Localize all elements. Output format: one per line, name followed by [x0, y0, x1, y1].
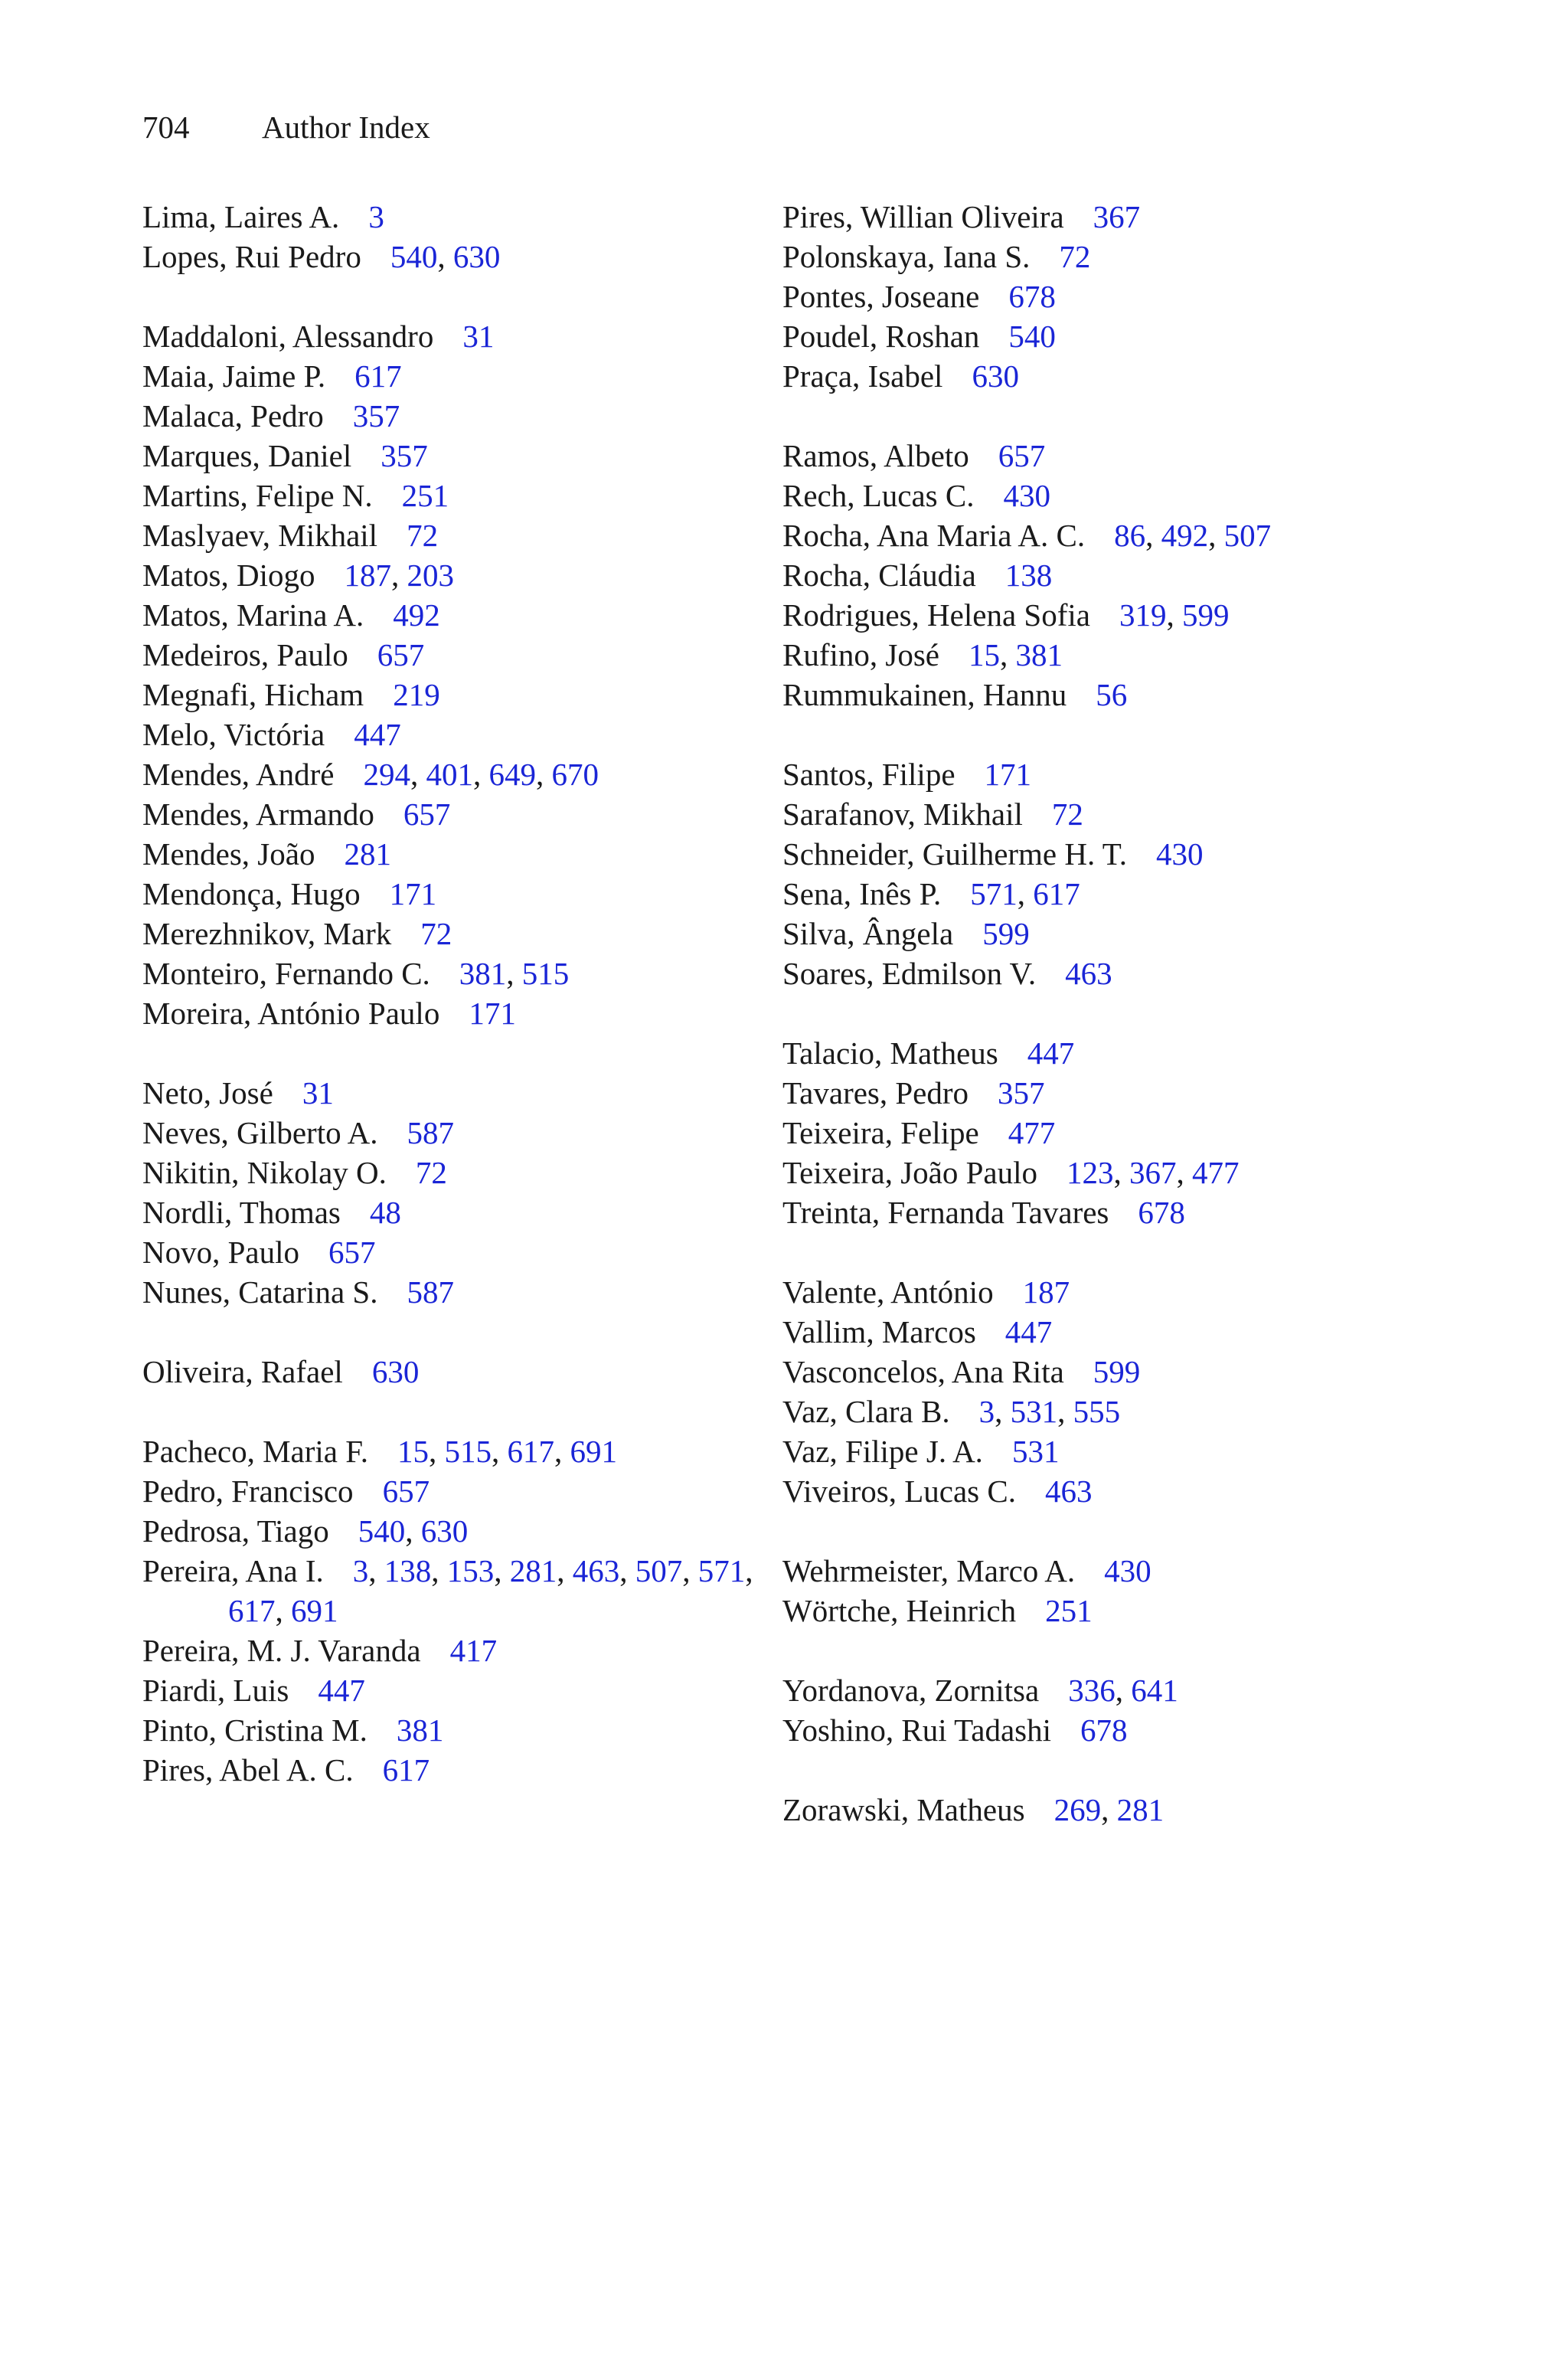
index-entry	[782, 1352, 1395, 1392]
page-reference-link[interactable]: 477	[1008, 1115, 1056, 1150]
author-name: Schneider, Guilherme H. T.	[782, 836, 1127, 872]
page-reference-link[interactable]: 48	[369, 1195, 401, 1230]
page-reference-link[interactable]: 463	[1044, 1474, 1093, 1509]
page-reference-link[interactable]: 447	[318, 1673, 365, 1708]
page-reference-link[interactable]: 691	[570, 1434, 618, 1469]
page-reference-link[interactable]: 171	[984, 757, 1032, 792]
author-name: Valente, António	[782, 1274, 994, 1310]
author-name: Polonskaya, Iana S.	[782, 239, 1031, 274]
page-reference-link[interactable]: 691	[291, 1593, 338, 1628]
author-name: Rodrigues, Helena Sofia	[782, 597, 1090, 633]
index-entry	[142, 396, 755, 436]
author-name: Oliveira, Rafael	[142, 1354, 343, 1389]
index-entry: Pereira, Ana I. 3, 138, 153, 281, 463, 507, 571, 617, 691	[142, 1553, 753, 1628]
index-column-left	[142, 197, 755, 1830]
index-entry	[782, 555, 1395, 595]
author-name: Matos, Marina A.	[142, 597, 364, 633]
page-reference-link[interactable]: 657	[382, 1474, 430, 1509]
index-entry	[142, 1272, 755, 1312]
author-name: Rocha, Cláudia	[782, 558, 976, 593]
author-name: Vasconcelos, Ana Rita	[782, 1354, 1064, 1389]
page-reference-link[interactable]: 678	[1008, 279, 1056, 314]
page-reference-link[interactable]: 507	[1223, 518, 1272, 553]
index-entry	[142, 356, 755, 396]
author-name: Wehrmeister, Marco A.	[782, 1553, 1076, 1588]
author-name: Lima, Laires A.	[142, 199, 340, 234]
index-entry	[782, 1312, 1395, 1352]
page-reference-link[interactable]: 171	[469, 996, 516, 1031]
index-entry: Rocha, Ana Maria A. C. 86, 492, 507	[782, 518, 1272, 553]
index-entry	[142, 515, 755, 555]
section-title: Author Index	[262, 110, 430, 145]
page-reference-link[interactable]: 515	[521, 956, 570, 991]
index-letter-group	[142, 1352, 755, 1392]
page-reference-link[interactable]: 670	[551, 757, 599, 792]
index-entry: Monteiro, Fernando C. 381, 515	[142, 956, 570, 991]
page-reference-link[interactable]: 571	[697, 1553, 746, 1588]
page-reference-link[interactable]: 630	[972, 358, 1019, 394]
index-entry	[142, 874, 755, 914]
author-name: Ramos, Albeto	[782, 438, 969, 473]
author-name: Soares, Edmilson V.	[782, 956, 1037, 991]
author-name: Nordli, Thomas	[142, 1195, 341, 1230]
page-reference-link[interactable]: 657	[328, 1235, 376, 1270]
index-entry	[142, 834, 755, 874]
page-reference-link[interactable]: 531	[1011, 1434, 1060, 1469]
page-reference-link[interactable]: 657	[998, 438, 1046, 473]
index-entry	[142, 1153, 755, 1192]
author-name: Yordanova, Zornitsa	[782, 1673, 1040, 1708]
index-entry	[782, 356, 1395, 396]
index-letter-group	[782, 1790, 1395, 1830]
author-name: Yoshino, Rui Tadashi	[782, 1712, 1052, 1748]
page-reference-link[interactable]: 203	[407, 558, 454, 593]
author-name: Pereira, M. J. Varanda	[142, 1633, 421, 1668]
page-reference-link[interactable]: 381	[396, 1712, 444, 1748]
page-reference-link[interactable]: 171	[389, 876, 437, 911]
author-name: Neves, Gilberto A.	[142, 1115, 378, 1150]
author-name: Praça, Isabel	[782, 358, 943, 394]
page-reference-link[interactable]: 587	[407, 1274, 454, 1310]
page-reference-link[interactable]: 15	[397, 1434, 430, 1469]
index-entry	[142, 436, 755, 476]
page-reference-link[interactable]: 31	[462, 319, 495, 354]
page-reference-link[interactable]: 617	[354, 358, 402, 394]
page-reference-link[interactable]: 294	[363, 757, 411, 792]
page-reference-link[interactable]: 417	[449, 1633, 498, 1668]
page-reference-link[interactable]: 72	[415, 1155, 447, 1190]
page-number: 704	[142, 110, 190, 145]
page-reference-link[interactable]: 657	[377, 637, 425, 672]
author-name: Maddaloni, Alessandro	[142, 319, 434, 354]
author-name: Mendonça, Hugo	[142, 876, 361, 911]
author-name: Teixeira, João Paulo	[782, 1155, 1038, 1190]
author-name: Malaca, Pedro	[142, 398, 324, 433]
author-name: Matos, Diogo	[142, 558, 315, 593]
index-letter-group	[142, 1431, 755, 1790]
page-reference-link[interactable]: 430	[1003, 478, 1050, 513]
index-entry: Zorawski, Matheus 269, 281	[782, 1792, 1165, 1827]
author-name: Pedrosa, Tiago	[142, 1513, 329, 1549]
author-name: Sena, Inês P.	[782, 876, 942, 911]
index-entry	[142, 914, 755, 953]
author-name: Martins, Felipe N.	[142, 478, 373, 513]
page-reference-link[interactable]: 599	[982, 916, 1030, 951]
page-reference-link[interactable]: 251	[401, 478, 449, 513]
page-reference-link[interactable]: 540	[390, 239, 438, 274]
page-reference-link[interactable]: 381	[1015, 637, 1063, 672]
index-entry	[142, 476, 755, 515]
author-name: Mendes, João	[142, 836, 315, 872]
index-entry	[142, 1113, 755, 1153]
author-name: Nikitin, Nikolay O.	[142, 1155, 387, 1190]
index-entry: Pedrosa, Tiago 540, 630	[142, 1513, 469, 1549]
index-entry: Yordanova, Zornitsa 336, 641	[782, 1673, 1178, 1708]
page-reference-link[interactable]: 617	[507, 1434, 555, 1469]
author-name: Zorawski, Matheus	[782, 1792, 1025, 1827]
page-reference-link[interactable]: 599	[1093, 1354, 1141, 1389]
page-reference-link[interactable]: 678	[1080, 1712, 1128, 1748]
page-reference-link[interactable]: 72	[1051, 796, 1083, 832]
index-entry	[142, 1471, 755, 1511]
author-name: Monteiro, Fernando C.	[142, 956, 430, 991]
author-name: Talacio, Matheus	[782, 1035, 998, 1071]
page-reference-link[interactable]: 617	[382, 1752, 430, 1788]
page-reference-link[interactable]: 357	[352, 398, 400, 433]
page-reference-link[interactable]: 430	[1104, 1553, 1152, 1588]
page-reference-link[interactable]: 153	[446, 1553, 495, 1588]
index-entry	[142, 197, 755, 237]
index-letter-group	[142, 1073, 755, 1312]
page-reference-link[interactable]: 72	[407, 518, 439, 553]
index-entry: Pacheco, Maria F. 15, 515, 617, 691	[142, 1434, 618, 1469]
index-entry	[142, 1631, 755, 1670]
author-name: Novo, Paulo	[142, 1235, 299, 1270]
index-entry	[142, 675, 755, 715]
index-entry: Mendes, André 294, 401, 649, 670	[142, 757, 599, 792]
page-reference-link[interactable]: 447	[1004, 1314, 1053, 1349]
index-entry	[782, 1551, 1395, 1591]
index-entry	[142, 715, 755, 754]
page-reference-link[interactable]: 617	[1033, 876, 1080, 911]
page-reference-link[interactable]: 187	[344, 558, 391, 593]
page-reference-link[interactable]: 357	[381, 438, 428, 473]
page-reference-link[interactable]: 477	[1192, 1155, 1240, 1190]
page-reference-link[interactable]: 401	[426, 757, 474, 792]
author-name: Vallim, Marcos	[782, 1314, 976, 1349]
index-entry: Rufino, José 15, 381	[782, 637, 1063, 672]
index-entry: Lopes, Rui Pedro 540, 630	[142, 239, 501, 274]
author-name: Megnafi, Hicham	[142, 677, 364, 712]
index-entry	[142, 635, 755, 675]
index-entry: Teixeira, João Paulo 123, 367, 477	[782, 1155, 1240, 1190]
author-name: Moreira, António Paulo	[142, 996, 440, 1031]
index-entry	[142, 1352, 755, 1392]
index-entry	[142, 1670, 755, 1710]
page-reference-link[interactable]: 336	[1068, 1673, 1116, 1708]
page-reference-link[interactable]: 447	[354, 717, 401, 752]
index-entry	[782, 1113, 1395, 1153]
author-name: Piardi, Luis	[142, 1673, 289, 1708]
running-head	[142, 104, 430, 150]
page-reference-link[interactable]: 72	[1059, 239, 1091, 274]
index-letter-group	[782, 754, 1395, 993]
index-entry	[782, 754, 1395, 794]
index-entry	[142, 316, 755, 356]
author-name: Viveiros, Lucas C.	[782, 1474, 1016, 1509]
page-reference-link[interactable]: 3	[978, 1394, 995, 1429]
page-reference-link[interactable]: 507	[635, 1553, 683, 1588]
author-name: Mendes, André	[142, 757, 335, 792]
author-name: Treinta, Fernanda Tavares	[782, 1195, 1109, 1230]
index-entry: Vaz, Clara B. 3, 531, 555	[782, 1394, 1121, 1429]
index-entry	[782, 1272, 1395, 1312]
page-reference-link[interactable]: 430	[1156, 836, 1204, 872]
index-entry	[782, 675, 1395, 715]
page-reference-link[interactable]: 357	[998, 1075, 1045, 1110]
author-name: Pires, Abel A. C.	[142, 1752, 354, 1788]
index-entry	[142, 993, 755, 1033]
author-name: Pontes, Joseane	[782, 279, 980, 314]
author-name: Rummukainen, Hannu	[782, 677, 1067, 712]
page-reference-link[interactable]: 571	[970, 876, 1018, 911]
index-letter-group	[782, 1033, 1395, 1232]
index-entry	[782, 316, 1395, 356]
index-entry: Sena, Inês P. 571, 617	[782, 876, 1080, 911]
author-name: Lopes, Rui Pedro	[142, 239, 361, 274]
index-entry	[782, 237, 1395, 276]
page-reference-link[interactable]: 531	[1010, 1394, 1058, 1429]
index-entry	[782, 1073, 1395, 1113]
author-name: Poudel, Roshan	[782, 319, 980, 354]
author-name: Tavares, Pedro	[782, 1075, 969, 1110]
author-name: Medeiros, Paulo	[142, 637, 348, 672]
index-entry	[782, 276, 1395, 316]
index-letter-group	[142, 316, 755, 1033]
page-reference-link[interactable]: 649	[488, 757, 537, 792]
page-reference-link[interactable]: 219	[393, 677, 440, 712]
index-entry	[142, 1192, 755, 1232]
page-reference-link[interactable]: 281	[344, 836, 391, 872]
page-reference-link[interactable]: 319	[1119, 597, 1167, 633]
author-name: Nunes, Catarina S.	[142, 1274, 378, 1310]
index-entry	[782, 436, 1395, 476]
page-reference-link[interactable]: 72	[420, 916, 452, 951]
author-name: Maia, Jaime P.	[142, 358, 326, 394]
index-letter-group	[782, 197, 1395, 396]
index-entry	[782, 197, 1395, 237]
page-reference-link[interactable]: 463	[572, 1553, 620, 1588]
page-reference-link[interactable]: 138	[1004, 558, 1053, 593]
author-name: Rech, Lucas C.	[782, 478, 975, 513]
author-name: Pacheco, Maria F.	[142, 1434, 369, 1469]
index-entry	[782, 1431, 1395, 1471]
index-entry	[782, 1710, 1395, 1750]
page-reference-link[interactable]: 3	[352, 1553, 369, 1588]
page-reference-link[interactable]: 587	[407, 1115, 454, 1150]
page-reference-link[interactable]: 463	[1065, 956, 1112, 991]
author-name: Vaz, Filipe J. A.	[782, 1434, 983, 1469]
page-reference-link[interactable]: 515	[444, 1434, 492, 1469]
author-name: Mendes, Armando	[142, 796, 374, 832]
page-reference-link[interactable]: 3	[368, 199, 384, 234]
page-reference-link[interactable]: 86	[1114, 518, 1146, 553]
author-name: Neto, José	[142, 1075, 273, 1110]
author-name: Pinto, Cristina M.	[142, 1712, 368, 1748]
index-letter-group	[782, 1670, 1395, 1750]
index-entry	[782, 953, 1395, 993]
page-reference-link[interactable]: 630	[452, 239, 501, 274]
author-name: Silva, Ângela	[782, 916, 954, 951]
author-name: Wörtche, Heinrich	[782, 1593, 1017, 1628]
author-name: Maslyaev, Mikhail	[142, 518, 378, 553]
author-name: Santos, Filipe	[782, 757, 956, 792]
index-entry	[782, 1033, 1395, 1073]
page-reference-link[interactable]: 15	[969, 637, 1000, 672]
page-reference-link[interactable]: 492	[393, 597, 440, 633]
index-entry	[142, 1073, 755, 1113]
author-name: Marques, Daniel	[142, 438, 352, 473]
index-entry	[782, 794, 1395, 834]
page-reference-link[interactable]: 540	[1008, 319, 1056, 354]
index-entry	[142, 1710, 755, 1750]
index-entry	[782, 1471, 1395, 1511]
page-reference-link[interactable]: 657	[403, 796, 451, 832]
page-reference-link[interactable]: 123	[1067, 1155, 1114, 1190]
index-entry	[782, 1192, 1395, 1232]
author-name: Pedro, Francisco	[142, 1474, 354, 1509]
author-name: Merezhnikov, Mark	[142, 916, 392, 951]
page-reference-link[interactable]: 251	[1045, 1593, 1093, 1628]
author-name: Pereira, Ana I.	[142, 1553, 324, 1588]
index-letter-group	[782, 1272, 1395, 1511]
author-name: Rocha, Ana Maria A. C.	[782, 518, 1086, 553]
author-name: Teixeira, Felipe	[782, 1115, 979, 1150]
page-reference-link[interactable]: 187	[1022, 1274, 1070, 1310]
index-entry	[782, 1591, 1395, 1631]
page-reference-link[interactable]: 367	[1093, 199, 1141, 234]
page-reference-link[interactable]: 447	[1027, 1035, 1075, 1071]
page-reference-link[interactable]: 492	[1161, 518, 1209, 553]
page-reference-link[interactable]: 617	[228, 1593, 276, 1628]
index-entry: Matos, Diogo 187, 203	[142, 558, 454, 593]
author-name: Rufino, José	[782, 637, 939, 672]
index-letter-group	[142, 197, 755, 276]
index-entry	[142, 1750, 755, 1790]
page-reference-link[interactable]: 641	[1131, 1673, 1178, 1708]
index-column-right	[782, 197, 1395, 1869]
page-reference-link[interactable]: 31	[302, 1075, 334, 1110]
index-entry	[782, 476, 1395, 515]
page-reference-link[interactable]: 599	[1181, 597, 1230, 633]
page-reference-link[interactable]: 555	[1073, 1394, 1121, 1429]
page-reference-link[interactable]: 269	[1054, 1792, 1102, 1827]
page-reference-link[interactable]: 630	[420, 1513, 469, 1549]
page-reference-link[interactable]: 540	[358, 1513, 406, 1549]
page-reference-link[interactable]: 678	[1138, 1195, 1185, 1230]
page-reference-link[interactable]: 281	[509, 1553, 557, 1588]
page-reference-link[interactable]: 381	[459, 956, 507, 991]
author-name: Pires, Willian Oliveira	[782, 199, 1064, 234]
index-letter-group	[782, 1551, 1395, 1631]
author-name: Melo, Victória	[142, 717, 325, 752]
author-name: Vaz, Clara B.	[782, 1394, 950, 1429]
page-reference-link[interactable]: 56	[1096, 677, 1128, 712]
index-entry	[142, 595, 755, 635]
page-reference-link[interactable]: 630	[371, 1354, 420, 1389]
page-reference-link[interactable]: 281	[1116, 1792, 1165, 1827]
page-reference-link[interactable]: 138	[384, 1553, 432, 1588]
index-entry: Rodrigues, Helena Sofia 319, 599	[782, 597, 1230, 633]
page-reference-link[interactable]: 367	[1129, 1155, 1177, 1190]
index-entry	[142, 1232, 755, 1272]
index-letter-group	[782, 436, 1395, 715]
index-entry	[142, 794, 755, 834]
author-name: Sarafanov, Mikhail	[782, 796, 1023, 832]
index-entry	[782, 834, 1395, 874]
index-entry	[782, 914, 1395, 953]
